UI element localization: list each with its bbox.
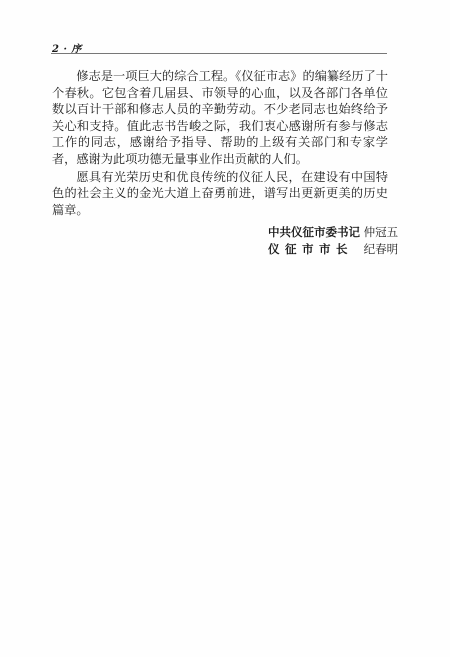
signature-block [268,224,398,258]
page-header: 2 · 序 [52,44,82,55]
paragraph-2: 愿具有光荣历史和优良传统的仪征人民，在建设有中国特色的社会主义的金光大道上奋勇前进，谱写出更新更美的历史篇章。 [52,169,388,217]
signature-title: 中共仪征市委书记 [268,225,360,239]
header-rule [51,53,387,54]
paragraph-1: 修志是一项巨大的综合工程。《仪征市志》的编纂经历了十个春秋。它包含着几届县、市领导的心血，以及各部门各单位数以百计干部和修志人员的辛勤劳动。不少老同志也始终给予关心和支持。值此志书告峻之际，我们衷心感谢所有参与修志工作的同志，感谢给予指导、帮助的上级有关部门和专家学者，感谢为此项功德无量事业作出贡献的人们。 [52,69,388,166]
signature-row [268,224,398,241]
signature-name: 仲冠五 [363,225,399,239]
body-text [52,68,388,219]
signature-title: 仪征市市长 [268,242,353,256]
signature-name: 纪春明 [363,242,399,256]
signature-row [268,241,398,258]
